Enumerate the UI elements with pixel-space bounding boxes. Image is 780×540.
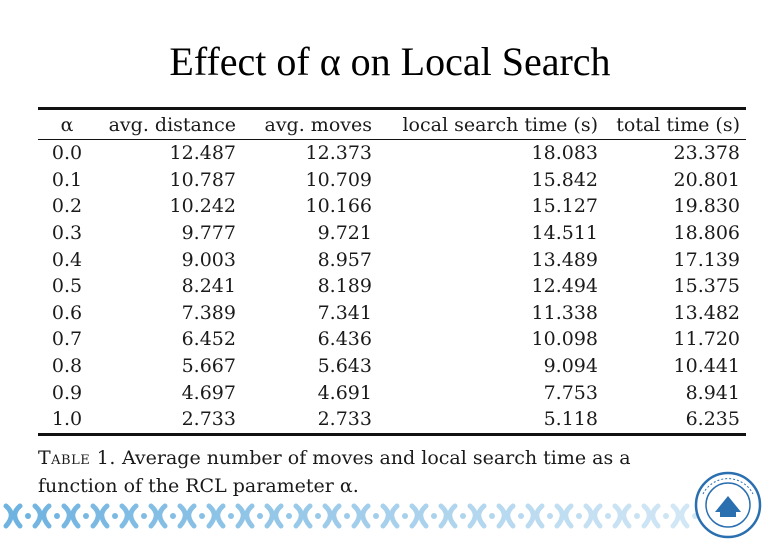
cell-alpha: 0.5 <box>51 275 83 298</box>
cell-alpha: 0.3 <box>51 222 83 245</box>
cell-avg-moves: 2.733 <box>317 408 372 431</box>
cell-avg-distance: 12.487 <box>169 142 236 165</box>
pattern-motif <box>64 506 89 526</box>
header-local-search-time: local search time (s) <box>402 114 598 136</box>
cell-avg-moves: 6.436 <box>317 328 372 351</box>
cell-total-time: 6.235 <box>685 408 740 431</box>
cell-total-time: 8.941 <box>685 381 740 404</box>
pattern-motif <box>151 506 176 526</box>
cell-avg-distance: 10.242 <box>169 195 236 218</box>
cell-total-time: 20.801 <box>673 168 740 191</box>
cell-avg-distance: 9.003 <box>181 248 236 271</box>
cell-avg-distance: 7.389 <box>181 301 236 324</box>
caption-text: Average number of moves and local search time as a function of the RCL parameter α. <box>38 447 631 497</box>
pattern-motif <box>644 506 669 526</box>
cell-local-search-time: 10.098 <box>531 328 598 351</box>
cell-alpha: 0.6 <box>51 301 83 324</box>
pattern-motif <box>499 506 524 526</box>
cell-alpha: 0.4 <box>51 248 83 271</box>
cell-alpha: 0.0 <box>51 142 83 165</box>
pattern-motif <box>209 506 234 526</box>
cell-avg-distance: 2.733 <box>181 408 236 431</box>
table-row <box>38 193 746 220</box>
pattern-motif <box>325 506 350 526</box>
slide-title: Effect of α on Local Search <box>169 39 611 84</box>
header-total-time: total time (s) <box>616 114 740 136</box>
cell-local-search-time: 15.127 <box>531 195 598 218</box>
cell-avg-distance: 10.787 <box>169 168 236 191</box>
cell-avg-moves: 10.166 <box>305 195 372 218</box>
cell-total-time: 13.482 <box>673 301 740 324</box>
table-row <box>38 379 746 406</box>
table-row <box>38 273 746 300</box>
pattern-motif <box>412 506 437 526</box>
cell-local-search-time: 7.753 <box>543 381 598 404</box>
cell-avg-distance: 5.667 <box>181 355 236 378</box>
cell-alpha: 0.9 <box>51 381 83 404</box>
header-avg-moves: avg. moves <box>264 114 372 136</box>
pattern-motif <box>93 506 118 526</box>
cell-avg-moves: 9.721 <box>317 222 372 245</box>
pattern-motif <box>383 506 408 526</box>
cell-avg-moves: 7.341 <box>317 301 372 324</box>
cell-total-time: 19.830 <box>673 195 740 218</box>
pattern-motif <box>615 506 640 526</box>
pattern-motif <box>441 506 466 526</box>
cell-total-time: 23.378 <box>673 142 740 165</box>
caption-label: Table 1. <box>38 447 116 469</box>
pattern-motif <box>122 506 147 526</box>
results-table-container <box>38 107 746 436</box>
results-table <box>38 107 746 436</box>
cell-total-time: 10.441 <box>673 355 740 378</box>
table-row <box>38 140 746 167</box>
cell-avg-moves: 12.373 <box>305 142 372 165</box>
table-row <box>38 353 746 380</box>
university-seal-icon <box>693 470 763 540</box>
header-avg-distance: avg. distance <box>108 114 236 136</box>
cell-local-search-time: 9.094 <box>543 355 598 378</box>
cell-alpha: 0.1 <box>51 168 83 191</box>
cell-avg-moves: 8.189 <box>317 275 372 298</box>
cell-local-search-time: 12.494 <box>531 275 598 298</box>
cell-avg-distance: 6.452 <box>181 328 236 351</box>
cell-total-time: 18.806 <box>673 222 740 245</box>
cell-avg-moves: 5.643 <box>317 355 372 378</box>
table-row <box>38 220 746 247</box>
cell-total-time: 15.375 <box>673 275 740 298</box>
table-row <box>38 167 746 194</box>
pattern-motif <box>470 506 495 526</box>
pattern-motif <box>35 506 60 526</box>
cell-avg-distance: 8.241 <box>181 275 236 298</box>
cell-alpha: 0.7 <box>51 328 83 351</box>
header-alpha: α <box>60 114 74 136</box>
table-row <box>38 326 746 353</box>
table-caption <box>38 444 698 500</box>
pattern-motif <box>586 506 611 526</box>
cell-local-search-time: 11.338 <box>531 301 598 324</box>
table-row <box>38 300 746 327</box>
table-body <box>38 140 746 435</box>
cell-avg-distance: 4.697 <box>181 381 236 404</box>
pattern-motif <box>557 506 582 526</box>
cell-alpha: 1.0 <box>51 408 83 431</box>
pattern-motif <box>267 506 292 526</box>
cell-local-search-time: 14.511 <box>531 222 598 245</box>
cell-alpha: 0.8 <box>51 355 83 378</box>
cell-avg-moves: 8.957 <box>317 248 372 271</box>
pattern-motif <box>238 506 263 526</box>
cell-local-search-time: 18.083 <box>531 142 598 165</box>
decorative-pattern <box>0 496 700 540</box>
pattern-motif <box>528 506 553 526</box>
table-row <box>38 406 746 434</box>
cell-avg-moves: 10.709 <box>305 168 372 191</box>
table-header-row <box>38 109 746 140</box>
cell-local-search-time: 5.118 <box>543 408 598 431</box>
cell-local-search-time: 15.842 <box>531 168 598 191</box>
cell-local-search-time: 13.489 <box>531 248 598 271</box>
cell-total-time: 11.720 <box>673 328 740 351</box>
pattern-motif <box>6 506 31 526</box>
cell-alpha: 0.2 <box>51 195 83 218</box>
cell-avg-distance: 9.777 <box>181 222 236 245</box>
pattern-motif <box>354 506 379 526</box>
cell-total-time: 17.139 <box>673 248 740 271</box>
pattern-motif <box>180 506 205 526</box>
cell-avg-moves: 4.691 <box>317 381 372 404</box>
table-row <box>38 246 746 273</box>
pattern-motif <box>296 506 321 526</box>
